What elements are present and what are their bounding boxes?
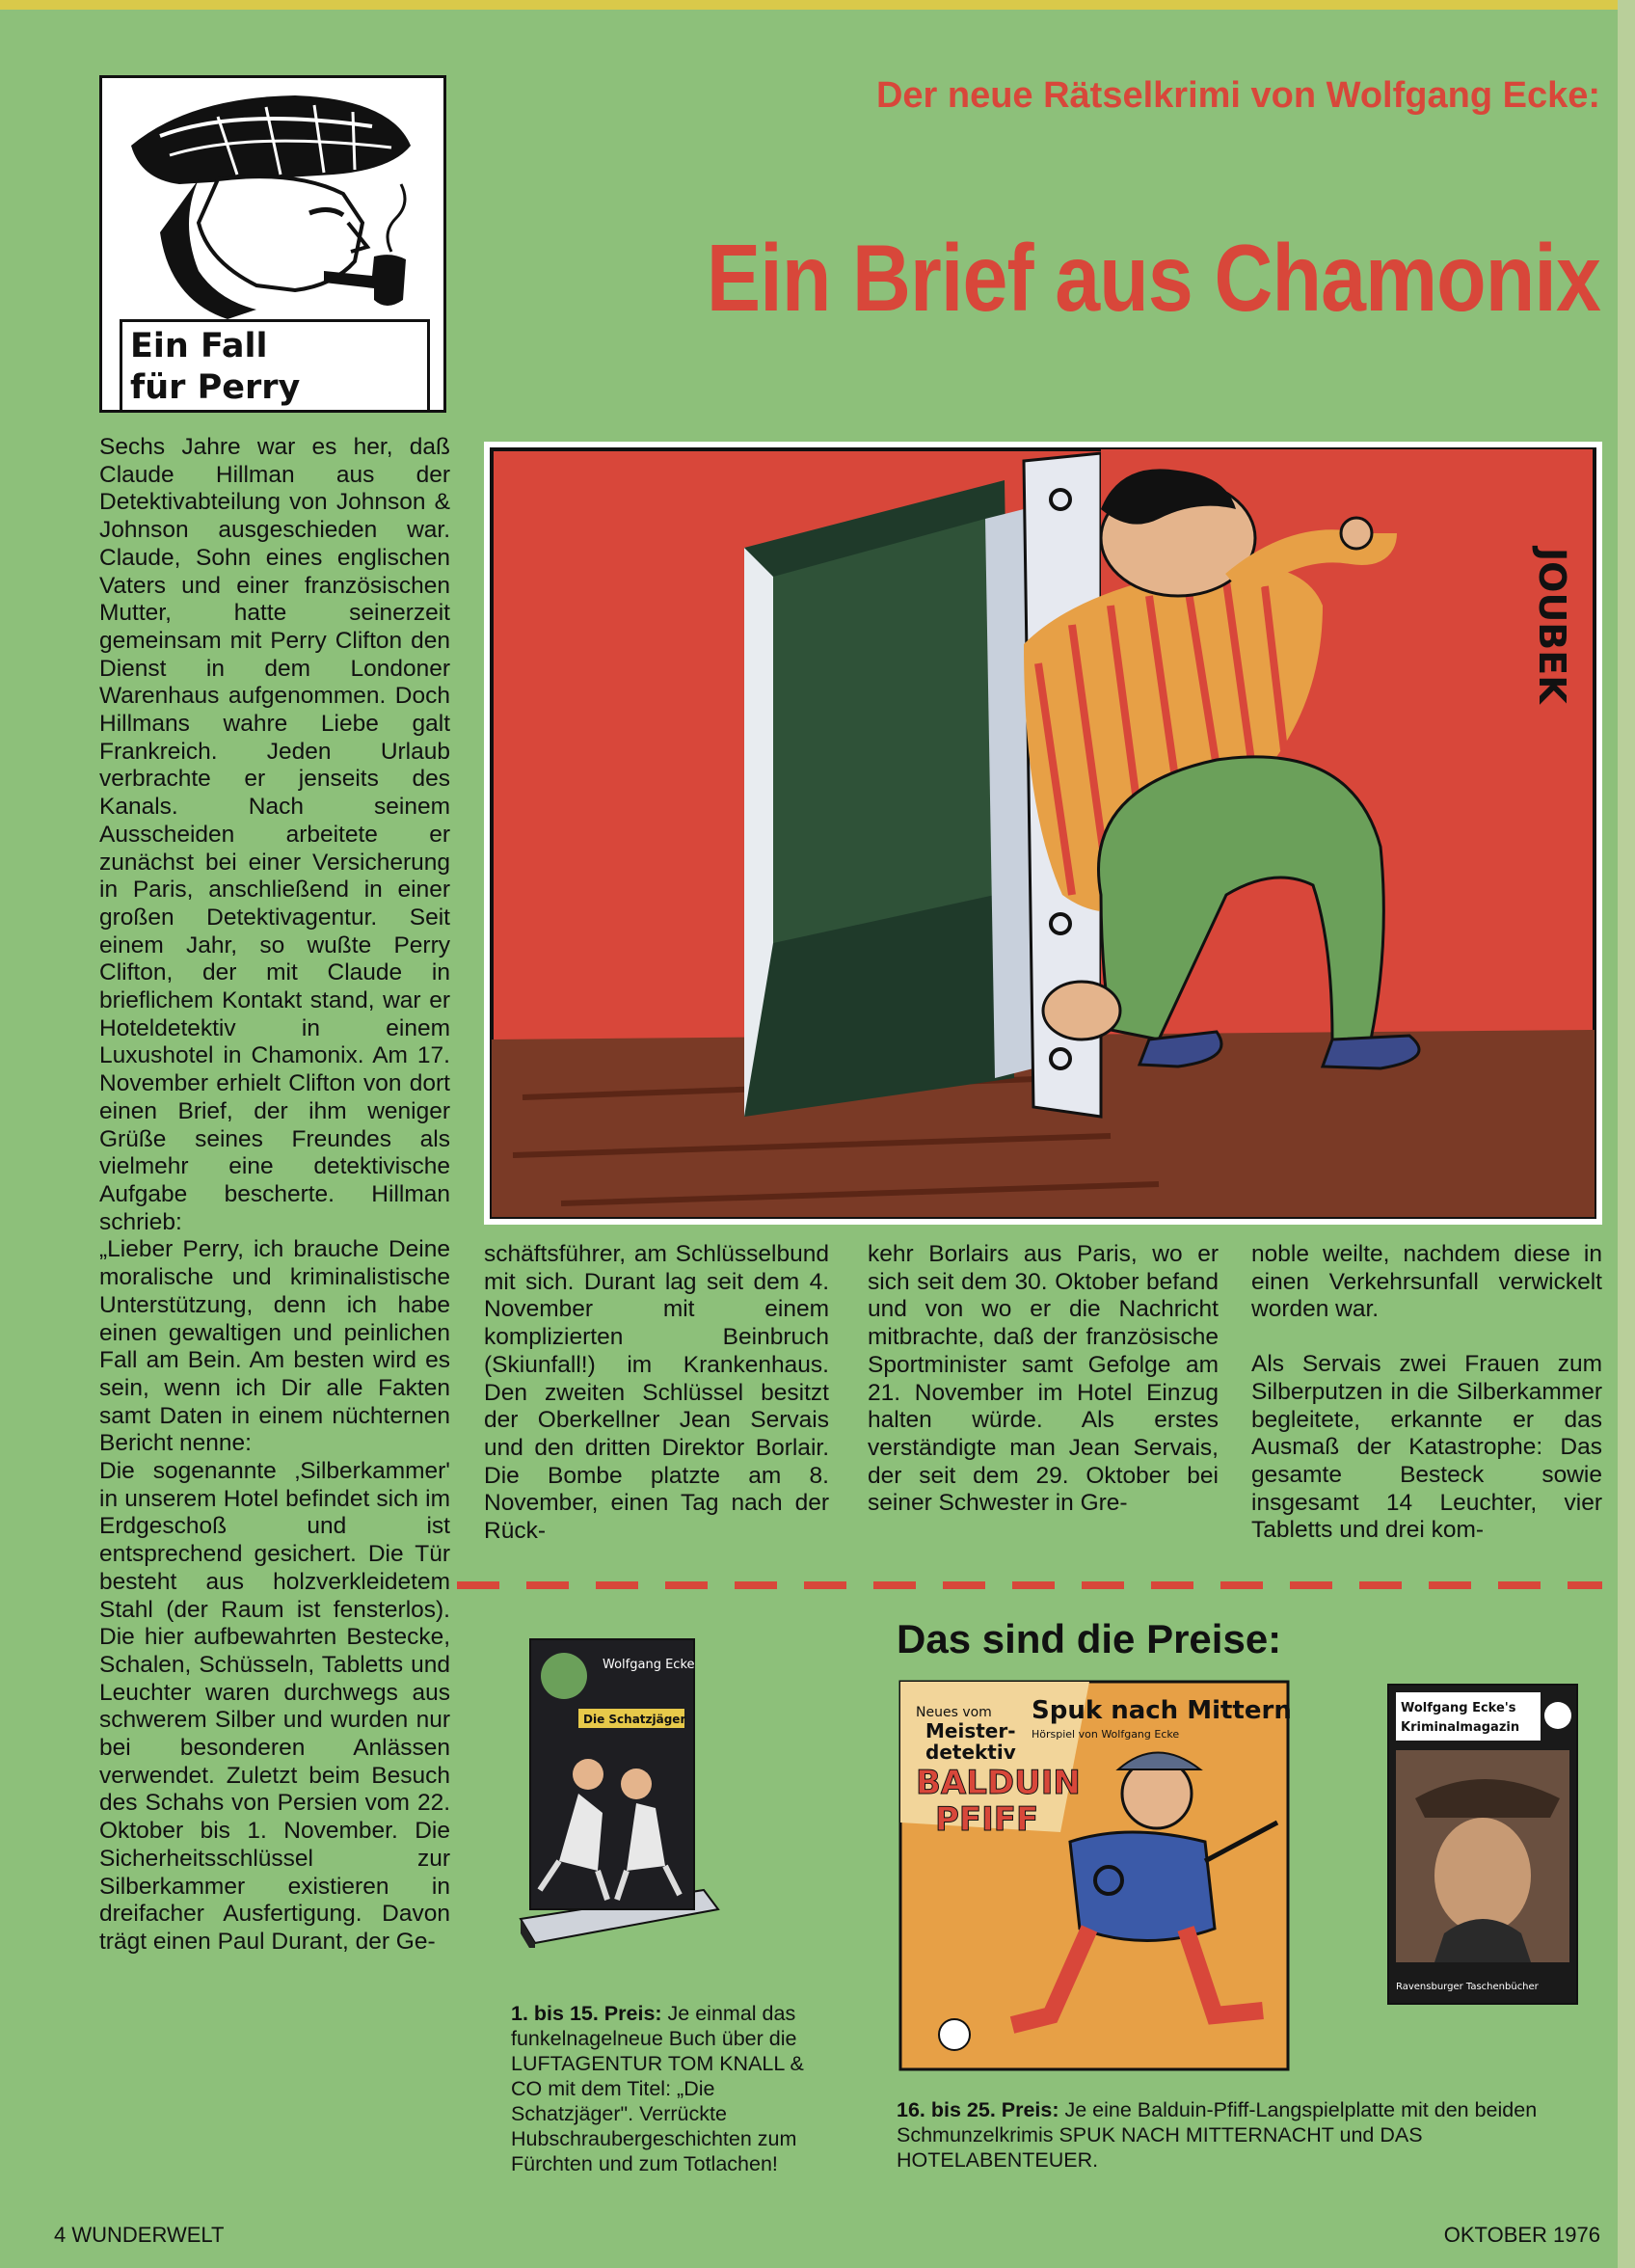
column3-paragraph: kehr Borlairs aus Paris, wo er sich seit dem 30. Oktober befand und von wo er die Nachricht mitbrachte, daß der französische Sportminister samt Gefolge am 21. November im Hotel Einzug halten würde. Als erstes verständigte man Jean Servais, der seit dem 29. Oktober bei seiner Schwester in Gre- (868, 1241, 1219, 1517)
prize-book-schatzjaeger (511, 1630, 723, 1948)
book2-publisher: Ravensburger Taschenbücher (1396, 1982, 1539, 1992)
column4-paragraph-2: Als Servais zwei Frauen zum Silberputzen in die Silberkammer begleitete, erkannte er das Ausmaß der Katastrophe: Das gesamte Besteck sowie insgesamt 14 Leuchter, vier Tabletts und drei kom- (1251, 1351, 1602, 1544)
prize-caption-2 (897, 2097, 1600, 2173)
book2-title-2: Kriminalmagazin (1401, 1720, 1520, 1735)
footer-issue-date: OKTOBER 1976 (1443, 2223, 1600, 2247)
series-logo (99, 75, 446, 413)
record-name-1: BALDUIN (916, 1764, 1081, 1802)
headline: Ein Brief aus Chamonix (706, 225, 1600, 331)
man-at-keyhole-illustration (484, 442, 1602, 1225)
record-badge-1: Neues vom (916, 1705, 992, 1720)
article-column-4 (1251, 1241, 1602, 1545)
illustrator-signature: JOUBEK (1531, 548, 1573, 704)
prize-caption-1-rank: 1. bis 15. Preis: (511, 2002, 662, 2025)
column1-paragraph-2: „Lieber Perry, ich brauche Deine moralische und kriminalistische Unterstützung, denn ich habe einen gewaltigen und peinlichen Fall am Bein. Am besten wird es sein, wenn ich Dir alle Fakten samt Daten in einem nüchternen Bericht nenne: (99, 1236, 450, 1457)
series-title-line2: für Perry (130, 368, 301, 407)
prize-caption-2-rank: 16. bis 25. Preis: (897, 2098, 1059, 2121)
column1-paragraph-3: Die sogenannte ‚Silberkammer' in unserem Hotel befindet sich im Erdgeschoß und ist entsprechend gesichert. Die Tür besteht aus holzverkleidetem Stahl (der Raum ist fensterlos). Die hier aufbewahrten Bestecke, Schalen, Schüsseln, Tabletts und Leuchter waren durchwegs aus schwerem Silber und wurden nur bei besonderen Anlässen verwendet. Zuletzt beim Besuch des Schahs von Persien vom 22. Oktober bis 1. November. Die Sicherheitsschlüssel zur Silberkammer existieren in dreifacher Ausfertigung. Davon trägt einen Paul Durant, der Ge- (99, 1458, 450, 1955)
kicker-line: Der neue Rätselkrimi von Wolfgang Ecke: (875, 75, 1600, 116)
prize-record-balduin-pfiff (897, 1678, 1292, 2073)
top-edge-strip (0, 0, 1635, 10)
column1-paragraph-1: Sechs Jahre war es her, daß Claude Hillman aus der Detektivabteilung von Johnson & Johnson ausgeschieden war. Claude, Sohn eines englischen Vaters und einer französischen Mutter, hatte seinerzeit gemeinsam mit Perry Clifton den Dienst in dem Londoner Warenhaus aufgenommen. Doch Hillmans wahre Liebe galt Frankreich. Jeden Urlaub verbrachte er jenseits des Kanals. Nach seinem Ausscheiden arbeitete er zunächst bei einer Versicherung in Paris, anschließend in einer großen Detektivagentur. Seit einem Jahr, so wußte Perry Clifton, der mit Claude in brieflichem Kontakt stand, war er Hoteldetektiv in einem Luxushotel in Chamonix. Am 17. November erhielt Clifton von dort einen Brief, der ihm weniger Grüße seines Freundes als vielmehr eine detektivische Aufgabe bescherte. Hillman schrieb: (99, 434, 450, 1235)
article-column-3 (868, 1241, 1219, 1518)
column2-paragraph: schäftsführer, am Schlüsselbund mit sich. Durant lag seit dem 4. November mit einem komplizierten Beinbruch (Skiunfall!) im Krankenhaus. Den zweiten Schlüssel besitzt der Oberkellner Jean Servais und den dritten Direktor Borlair. Die Bombe platzte am 8. November, einen Tag nach der Rück- (484, 1241, 829, 1545)
record-badge-3: detektiv (925, 1741, 1016, 1764)
record-name-2: PFIFF (935, 1800, 1039, 1839)
article-column-2 (484, 1241, 829, 1546)
column4-paragraph-1: noble weilte, nachdem diese in einen Verkehrsunfall verwickelt worden war. (1251, 1241, 1602, 1323)
record-subtitle: Hörspiel von Wolfgang Ecke (1032, 1728, 1180, 1741)
prize-caption-1-text: Je einmal das funkelnagelneue Buch über die LUFTAGENTUR TOM KNALL & CO mit dem Titel: „Die Schatzjäger". Verrückte Hubschraubergeschichten zum Fürchten und zum Totlachen! (511, 2002, 804, 2175)
prize-book-kriminalmagazin (1386, 1683, 1579, 2006)
series-title (120, 319, 430, 413)
prize-caption-1 (511, 2001, 839, 2176)
prizes-heading: Das sind die Preise: (897, 1616, 1282, 1661)
dashed-divider (457, 1581, 1602, 1589)
prize-caption-2-text: Je eine Balduin-Pfiff-Langspielplatte mit den beiden Schmunzelkrimis SPUK NACH MITTERNACHT und DAS HOTELABENTEUER. (897, 2098, 1538, 2172)
article-illustration (484, 442, 1602, 1225)
book2-title-1: Wolfgang Ecke's (1401, 1701, 1516, 1715)
record-title: Spuk nach Mittern (1032, 1696, 1292, 1725)
footer-page-number: 4 WUNDERWELT (54, 2223, 225, 2247)
book1-author: Wolfgang Ecke (603, 1658, 695, 1672)
series-title-line1: Ein Fall (130, 327, 268, 365)
article-column-1 (99, 434, 450, 1957)
record-badge-2: Meister- (925, 1719, 1016, 1742)
book1-title: Die Schatzjäger (583, 1713, 686, 1726)
page-edge (1618, 0, 1635, 2268)
